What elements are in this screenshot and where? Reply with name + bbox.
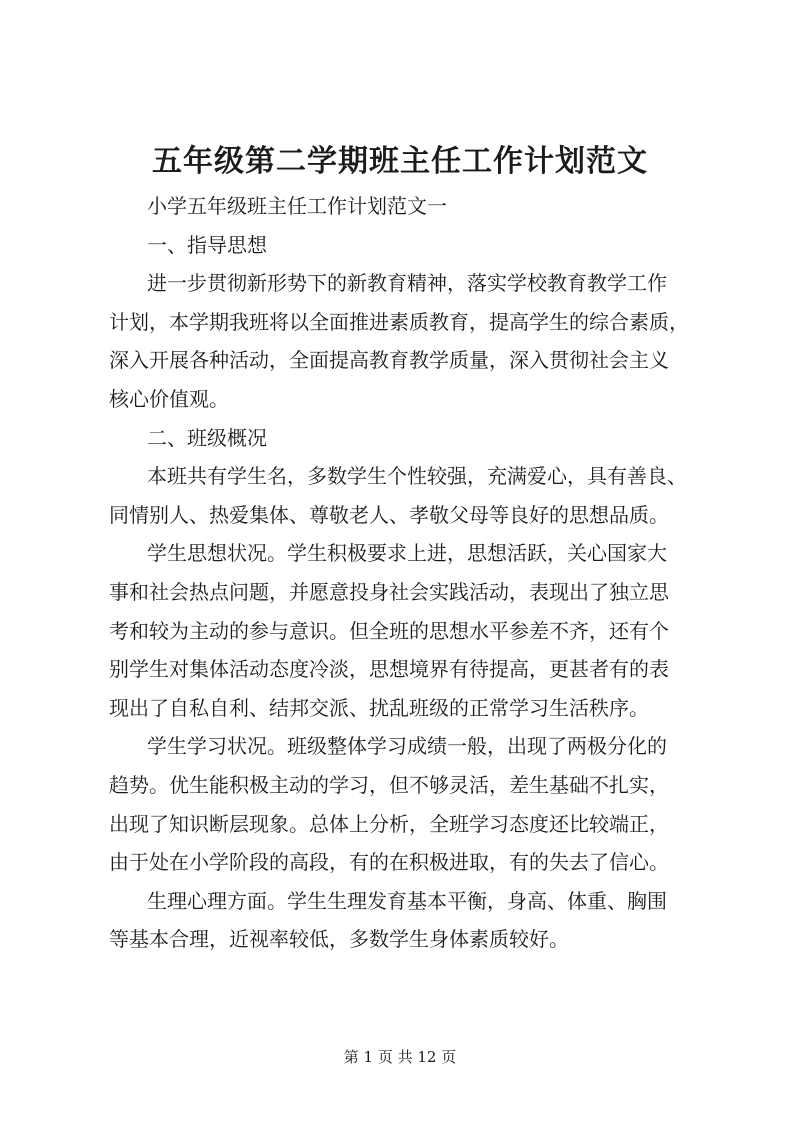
body-line: 考和较为主动的参与意识。但全班的思想水平参差不齐，还有个 bbox=[109, 618, 669, 643]
body-line: 事和社会热点问题，并愿意投身社会实践活动，表现出了独立思 bbox=[109, 579, 669, 604]
body-line: 出现了知识断层现象。总体上分析，全班学习态度还比较端正， bbox=[109, 811, 669, 836]
body-line: 深入开展各种活动，全面提高教育教学质量，深入贯彻社会主义 bbox=[109, 348, 669, 373]
body-line: 小学五年级班主任工作计划范文一 bbox=[147, 194, 447, 218]
body-line: 现出了自私自利、结邦交派、扰乱班级的正常学习生活秩序。 bbox=[109, 695, 649, 720]
section-heading: 一、指导思想 bbox=[147, 232, 267, 257]
body-line: 核心价值观。 bbox=[109, 386, 229, 411]
body-line: 趋势。优生能积极主动的学习，但不够灵活，差生基础不扎实， bbox=[109, 772, 669, 797]
body-line: 学生思想状况。学生积极要求上进，思想活跃，关心国家大 bbox=[147, 541, 667, 566]
body-line: 同情别人、热爱集体、尊敬老人、孝敬父母等良好的思想品质。 bbox=[109, 502, 669, 527]
body-line: 别学生对集体活动态度冷淡，思想境界有待提高，更甚者有的表 bbox=[109, 657, 669, 682]
document-title: 五年级第二学期班主任工作计划范文 bbox=[152, 144, 648, 179]
page-number-footer: 第 1 页 共 12 页 bbox=[343, 1048, 457, 1066]
body-line: 计划，本学期我班将以全面推进素质教育，提高学生的综合素质， bbox=[109, 309, 689, 334]
body-line: 生理心理方面。学生生理发育基本平衡，身高、体重、胸围 bbox=[147, 888, 667, 913]
body-line: 本班共有学生名，多数学生个性较强，充满爱心，具有善良、 bbox=[147, 464, 687, 489]
section-heading: 二、班级概况 bbox=[147, 425, 267, 450]
body-line: 进一步贯彻新形势下的新教育精神，落实学校教育教学工作 bbox=[147, 271, 667, 296]
body-line: 等基本合理，近视率较低，多数学生身体素质较好。 bbox=[109, 927, 569, 952]
body-line: 由于处在小学阶段的高段，有的在积极进取，有的失去了信心。 bbox=[109, 850, 669, 875]
document-body bbox=[109, 187, 709, 959]
body-line: 学生学习状况。班级整体学习成绩一般，出现了两极分化的 bbox=[147, 734, 667, 759]
